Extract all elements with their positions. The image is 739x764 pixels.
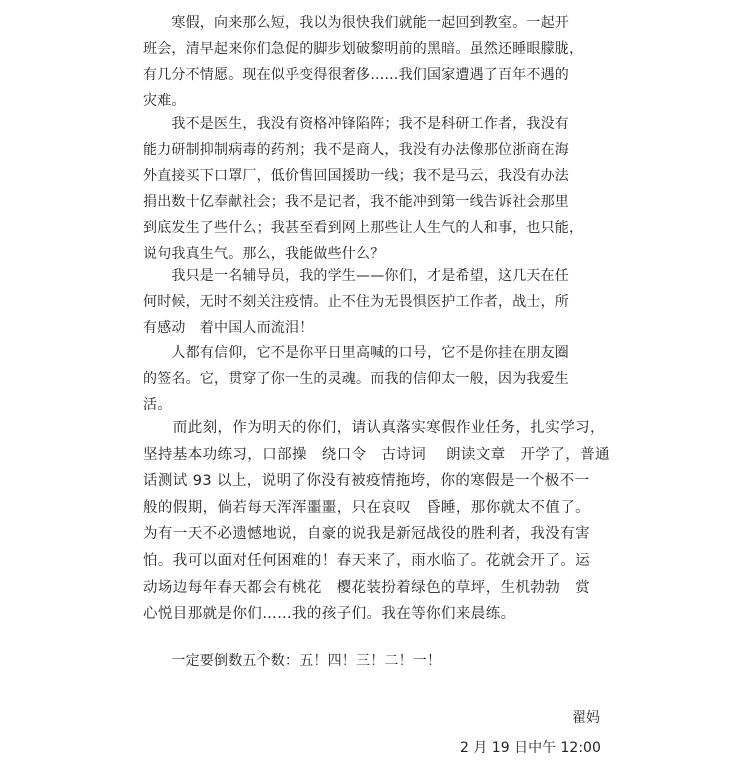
signature: 翟妈 (572, 710, 600, 726)
paragraph-2 (143, 111, 613, 267)
text-line: 话测试 93 以上，说明了你没有被疫情拖垮，你的寒假是一个极不一 (143, 473, 590, 490)
text-line: 说句我真生气。那么，我能做些什么？ (143, 246, 385, 262)
text-line: 捐出数十亿奉献社会；我不是记者，我不能冲到第一线告诉社会那里 (143, 194, 569, 210)
text-line: 何时候，无时不刻关注疫情。止不住为无畏惧医护工作者，战士，所 (143, 294, 569, 310)
text-line: 我只是一名辅导员，我的学生——你们，才是希望，这几天在任 (143, 268, 569, 284)
text-line: 能力研制抑制病毒的药剂；我不是商人，我没有办法像那位浙商在海 (143, 142, 569, 158)
text-line: 般的假期，倘若每天浑浑噩噩，只在哀叹 昏睡，那你就太不值了。 (143, 499, 590, 516)
text-line: 有感动 着中国人而流泪！ (143, 320, 314, 336)
paragraph-5 (143, 415, 613, 628)
text-line: 的签名。它，贯穿了你一生的灵魂。而我的信仰太一般，因为我爱生 (143, 371, 569, 387)
text-line: 坚持基本功练习，口部操 绕口令 古诗词 朗读文章 开学了，普通 (143, 446, 610, 463)
text-line: 而此刻，作为明天的你们，请认真落实寒假作业任务，扎实学习， (143, 420, 605, 436)
text-line: 寒假，向来那么短，我以为很快我们就能一起回到教室。一起开 (143, 15, 569, 31)
paragraph-6 (143, 648, 613, 674)
text-line: 活。 (143, 397, 172, 413)
date-line: 2 月 19 日中午 12:00 (460, 740, 601, 756)
text-line: 班会，清早起来你们急促的脚步划破黎明前的黑暗。虽然还睡眼朦胧， (143, 41, 584, 57)
paragraph-1 (143, 10, 613, 114)
text-line: 外直接买下口罩厂，低价售回国援助一线；我不是马云，我没有办法 (143, 168, 569, 184)
text-line: 为有一天不必遗憾地说，自豪的说我是新冠战役的胜利者，我没有害 (143, 526, 590, 543)
text-line: 心悦目那就是你们……我的孩子们。我在等你们来晨练。 (143, 606, 516, 623)
paragraph-4 (143, 340, 613, 418)
text-line: 灾难。 (143, 93, 186, 109)
text-line: 有几分不情愿。现在似乎变得很奢侈……我们国家遭遇了百年不遇的 (143, 67, 569, 83)
paragraph-3 (143, 263, 613, 341)
text-line: 怕。我可以面对任何困难的！春天来了，雨水临了。花就会开了。运 (143, 552, 590, 569)
text-line: 到底发生了些什么；我甚至看到网上那些让人生气的人和事，也只能， (143, 220, 584, 236)
text-line: 动场边每年春天都会有桃花 樱花装扮着绿色的草坪，生机勃勃 赏 (143, 579, 590, 596)
text-line: 一定要倒数五个数：五！四！三！二！一！ (143, 653, 442, 669)
text-line: 人都有信仰，它不是你平日里高喊的口号，它不是你挂在朋友圈 (143, 345, 569, 361)
text-line: 我不是医生，我没有资格冲锋陷阵；我不是科研工作者，我没有 (143, 116, 569, 132)
